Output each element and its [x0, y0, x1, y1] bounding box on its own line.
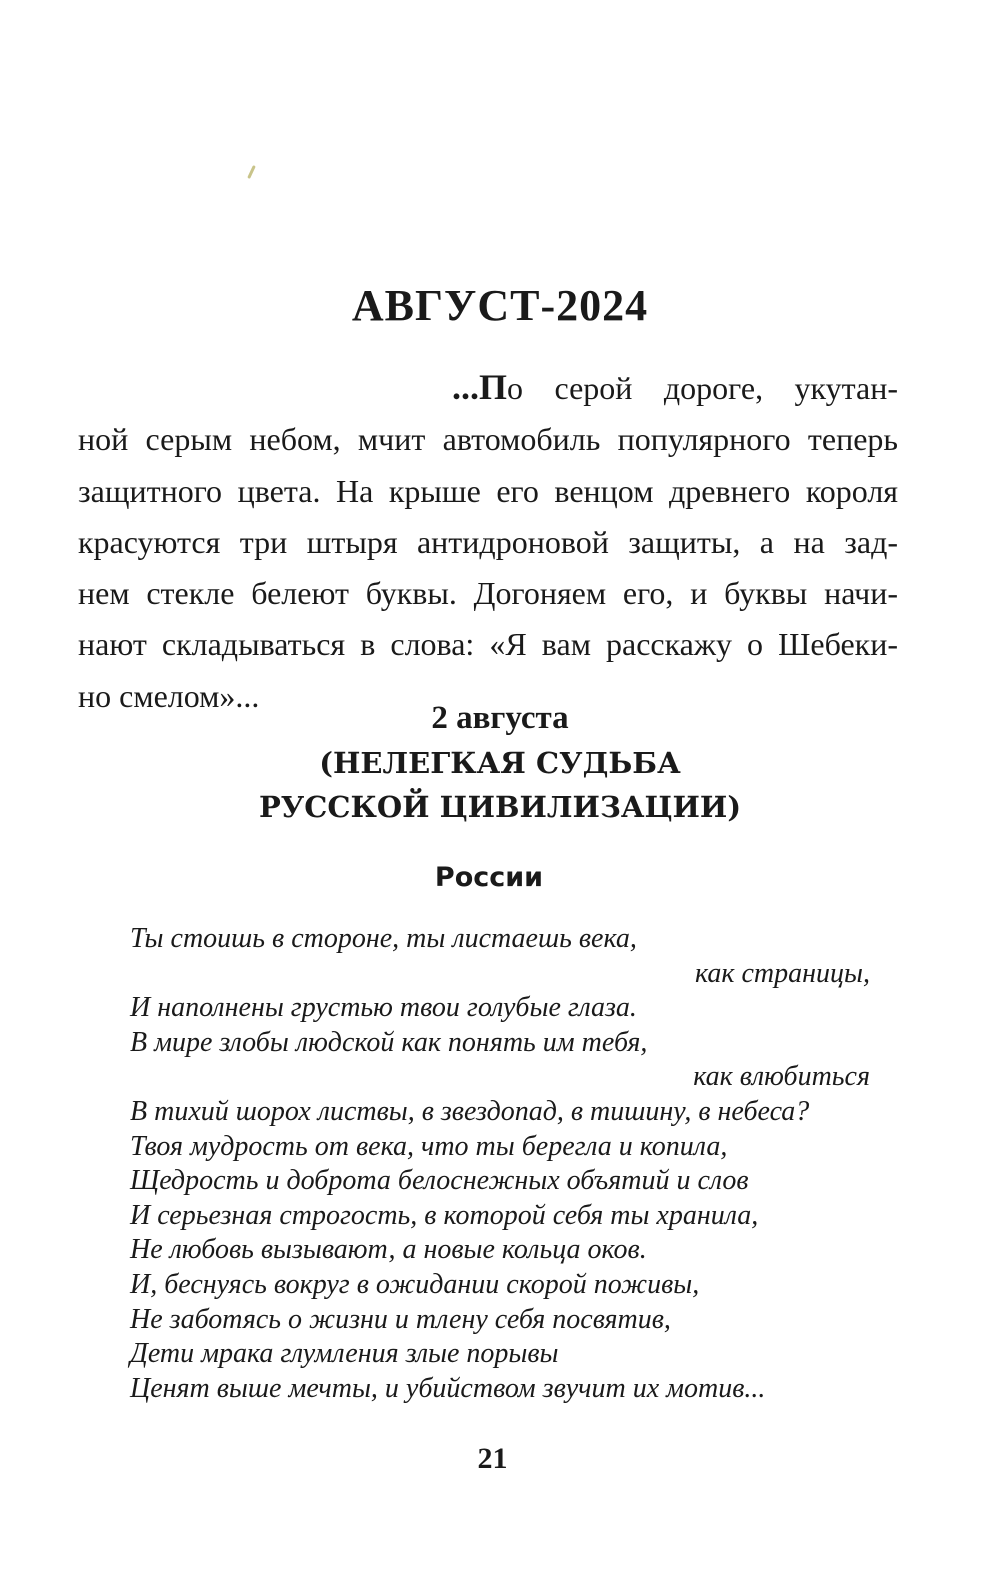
- poem-line: Щедрость и доброта белоснежных объятий и слов: [130, 1165, 749, 1197]
- poem-line: В тихий шорох листвы, в звездопад, в тишину, в небеса?: [130, 1095, 810, 1127]
- poem-line: Не любовь вызывают, а новые кольца оков.: [130, 1234, 647, 1266]
- poem-title: России: [434, 862, 544, 893]
- section-heading: [0, 696, 1000, 830]
- poem-line-continuation: как влюбиться: [693, 1061, 870, 1093]
- paper-speck: [247, 165, 256, 179]
- page-number: 21: [477, 1442, 508, 1475]
- section-date: 2 августа: [431, 700, 569, 736]
- poem-line: Ты стоишь в стороне, ты листаешь века,: [130, 923, 637, 954]
- intro-paragraph: [78, 362, 898, 722]
- intro-line: ной серым небом, мчит автомобиль популярного теперь: [78, 421, 898, 458]
- section-subtitle-line: РУССКОЙ ЦИВИЛИЗАЦИИ): [258, 790, 742, 824]
- chapter-title: АВГУСТ-2024: [351, 281, 649, 330]
- intro-line: нем стекле белеют буквы. Догоняем его, и буквы начи-: [78, 575, 898, 612]
- section-subtitle-line: (НЕЛЕГКАЯ СУДЬБА: [319, 745, 681, 780]
- intro-line: защитного цвета. На крыше его венцом древнего короля: [78, 472, 898, 509]
- intro-line: но смелом»...: [78, 677, 260, 714]
- poem-line: И серьезная строгость, в которой себя ты хранила,: [130, 1199, 759, 1231]
- intro-line: нают складываться в слова: «Я вам расскажу о Шебеки-: [78, 626, 898, 663]
- intro-line: [78, 362, 898, 414]
- poem-line: В мире злобы людской как понять им тебя,: [130, 1026, 648, 1058]
- poem-line: Не заботясь о жизни и тлену себя посвятив,: [130, 1303, 671, 1335]
- intro-lead: ...П: [452, 367, 508, 407]
- poem-line: И, беснуясь вокруг в ожидании скорой поживы,: [130, 1268, 700, 1300]
- intro-line-text: о серой дороге, укутан-: [507, 370, 898, 406]
- poem-line: Твоя мудрость от века, что ты берегла и копила,: [130, 1130, 728, 1162]
- intro-line: красуются три штыря антидроновой защиты, а на зад-: [78, 523, 898, 560]
- poem-line: И наполнены грустью твои голубые глаза.: [130, 992, 637, 1024]
- poem-line: Дети мрака глумления злые порывы: [130, 1338, 559, 1370]
- poem-line: Ценят выше мечты, и убийством звучит их мотив...: [130, 1372, 766, 1404]
- poem-body: [130, 922, 890, 1406]
- poem-line-continuation: как страницы,: [695, 957, 870, 989]
